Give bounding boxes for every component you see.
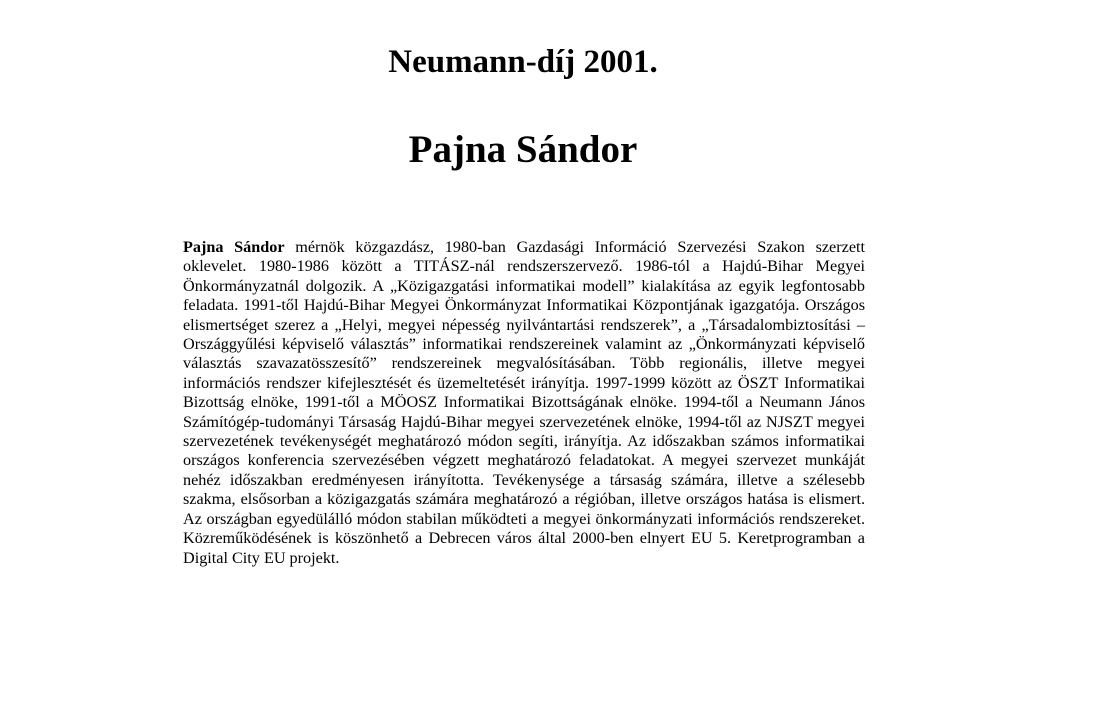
biography-text: mérnök közgazdász, 1980-ban Gazdasági Információ Szervezési Szakon szerzett oklevelet. 1980-1986 között a TITÁSZ-nál rendszerszervező. 1986-tól a Hajdú-Bihar Megyei Önkormányzatnál dolgozik. A „Közigazgatási informatikai modell” kialakítása az egyik legfontosabb feladata. 1991-től Hajdú-Bihar Megyei Önkormányzat Informatikai Központjának igazgatója. Országos elismertséget szerez a „Helyi, megyei népesség nyilvántartási rendszerek”, a „Társadalombiztosítási – Országgyűlési képviselő választás” informatikai rendszereinek valamint az „Önkormányzati képviselő választás szavazatösszesítő” rendszereinek megvalósításában. Több regionális, illetve megyei információs rendszer kifejlesztését és üzemeltetését irányítja. 1997-1999 között az ÖSZT Informatikai Bizottság elnöke, 1991-től a MÖOSZ Informatikai Bizottságának elnöke. 1994-től a Neumann János Számítógép-tudományi Társaság Hajdú-Bihar megyei szervezetének elnöke, 1994-től az NJSZT megyei szervezetének tevékenységét meghatározó módon segíti, irányítja. Az időszakban számos informatikai országos konferencia szervezésében végzett meghatározó feladatokat. A megyei szervezet munkáját nehéz időszakban eredményesen irányította. Tevékenysége a társaság számára, illetve a szélesebb szakma, elsősorban a közigazgatás számára meghatározó a régióban, illetve országos hatása is elismert. Az országban egyedülálló módon stabilan működteti a megyei önkormányzati információs rendszereket. Közreműködésének is köszönhető a Debrecen város által 2000-ben elnyert EU 5. Keretprogramban a Digital City EU projekt.: [183, 238, 866, 567]
person-name-heading: Pajna Sándor: [408, 128, 638, 171]
biography-paragraph: [183, 238, 865, 568]
biography-lead-name: Pajna Sándor: [183, 238, 285, 256]
award-title: Neumann-díj 2001.: [388, 44, 658, 80]
